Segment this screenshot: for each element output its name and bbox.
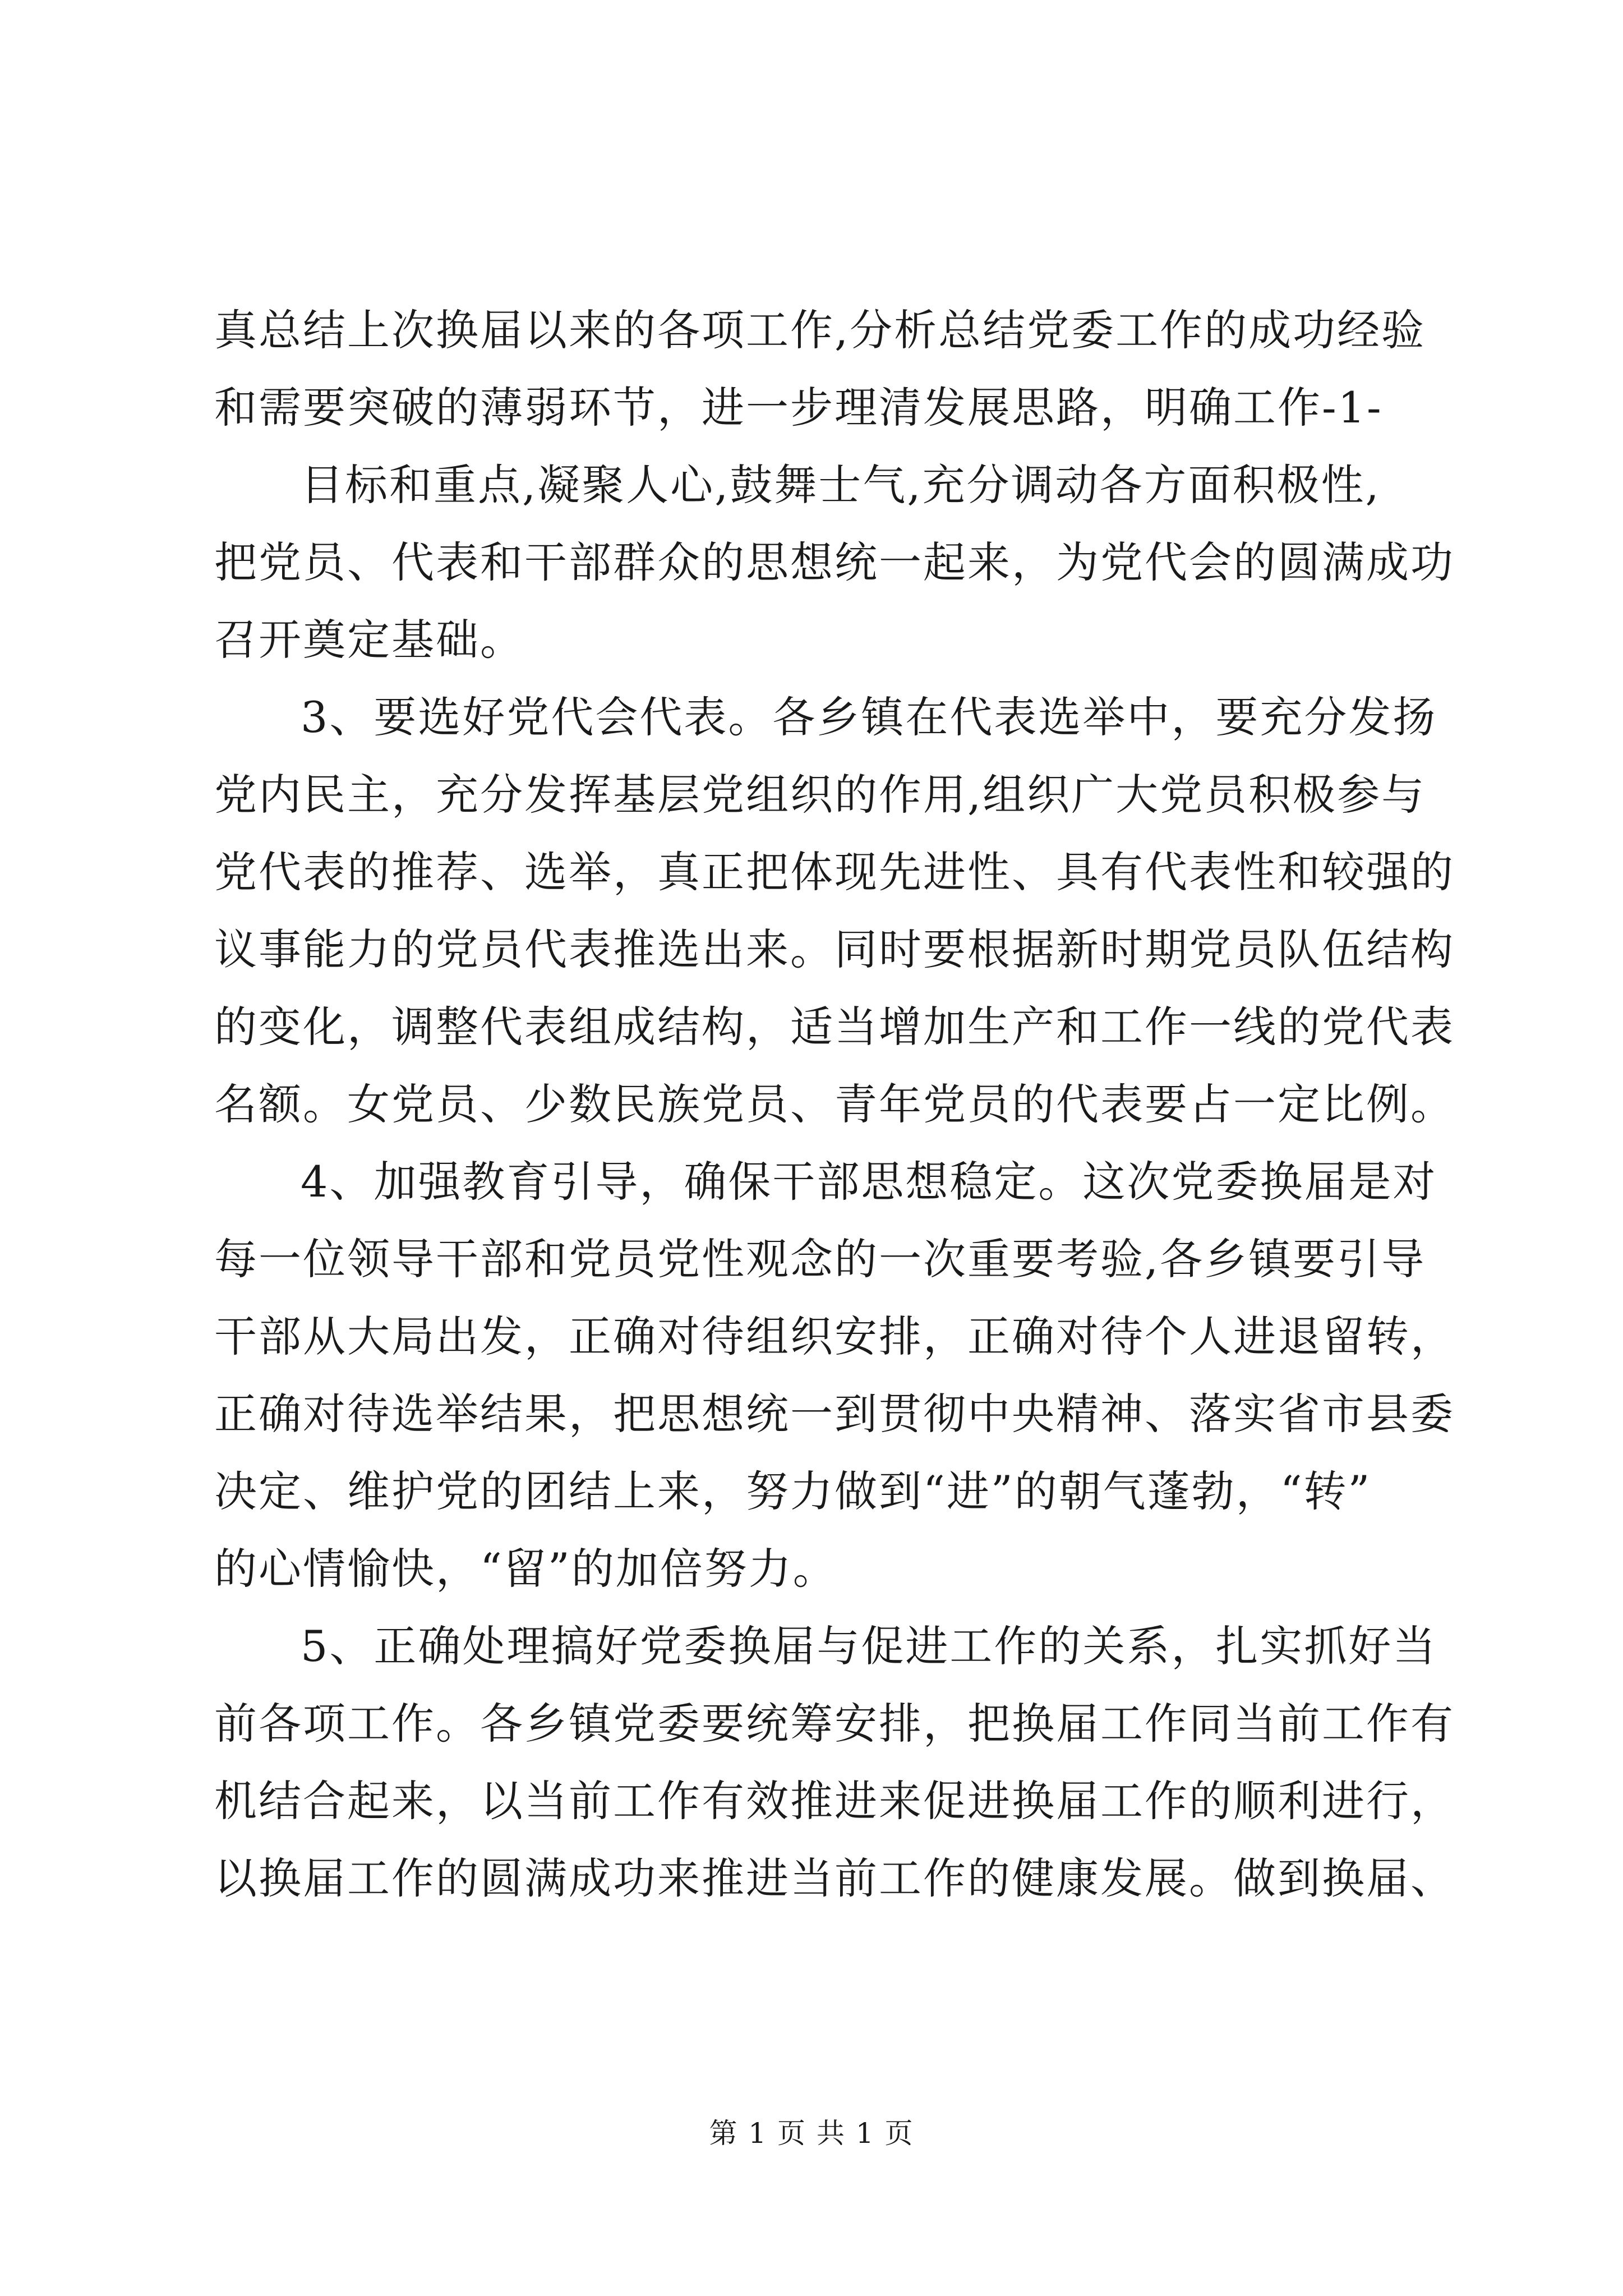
text-line: 机结合起来，以当前工作有效推进来促进换届工作的顺利进行，	[214, 1776, 1455, 1826]
text-line: 3、要选好党代会代表。各乡镇在代表选举中，要充分发扬	[301, 692, 1437, 742]
text-line: 召开奠定基础。	[214, 615, 524, 665]
text-line: 以换届工作的圆满成功来推进当前工作的健康发展。做到换届、	[214, 1853, 1455, 1903]
body-text	[214, 292, 1455, 1917]
text-line: 和需要突破的薄弱环节，进一步理清发展思路，明确工作-1-	[214, 383, 1383, 432]
text-line: 每一位领导干部和党员党性观念的一次重要考验,各乡镇要引导	[214, 1234, 1426, 1284]
page-footer: 第 1 页 共 1 页	[709, 2117, 914, 2150]
text-line: 的变化，调整代表组成结构，适当增加生产和工作一线的党代表	[214, 1002, 1455, 1052]
text-line: 议事能力的党员代表推选出来。同时要根据新时期党员队伍结构	[214, 924, 1455, 974]
text-line: 名额。女党员、少数民族党员、青年党员的代表要占一定比例。	[214, 1079, 1455, 1129]
text-line: 前各项工作。各乡镇党委要统筹安排，把换届工作同当前工作有	[214, 1699, 1455, 1749]
text-line: 党内民主，充分发挥基层党组织的作用,组织广大党员积极参与	[214, 770, 1426, 820]
text-line: 把党员、代表和干部群众的思想统一起来，为党代会的圆满成功	[214, 537, 1455, 587]
text-line: 5、正确处理搞好党委换届与促进工作的关系，扎实抓好当	[301, 1621, 1437, 1671]
text-line: 4、加强教育引导，确保干部思想稳定。这次党委换届是对	[301, 1157, 1437, 1207]
text-line: 正确对待选举结果，把思想统一到贯彻中央精神、落实省市县委	[214, 1389, 1455, 1439]
text-line: 目标和重点,凝聚人心,鼓舞士气,充分调动各方面积极性,	[301, 460, 1381, 510]
text-line: 干部从大局出发，正确对待组织安排，正确对待个人进退留转，	[214, 1312, 1455, 1361]
text-line: 决定、维护党的团结上来，努力做到“进”的朝气蓬勃，“转”	[214, 1466, 1372, 1516]
text-line: 的心情愉快，“留”的加倍努力。	[214, 1544, 837, 1594]
text-line: 真总结上次换届以来的各项工作,分析总结党委工作的成功经验	[214, 305, 1426, 355]
text-line: 党代表的推荐、选举，真正把体现先进性、具有代表性和较强的	[214, 847, 1455, 897]
